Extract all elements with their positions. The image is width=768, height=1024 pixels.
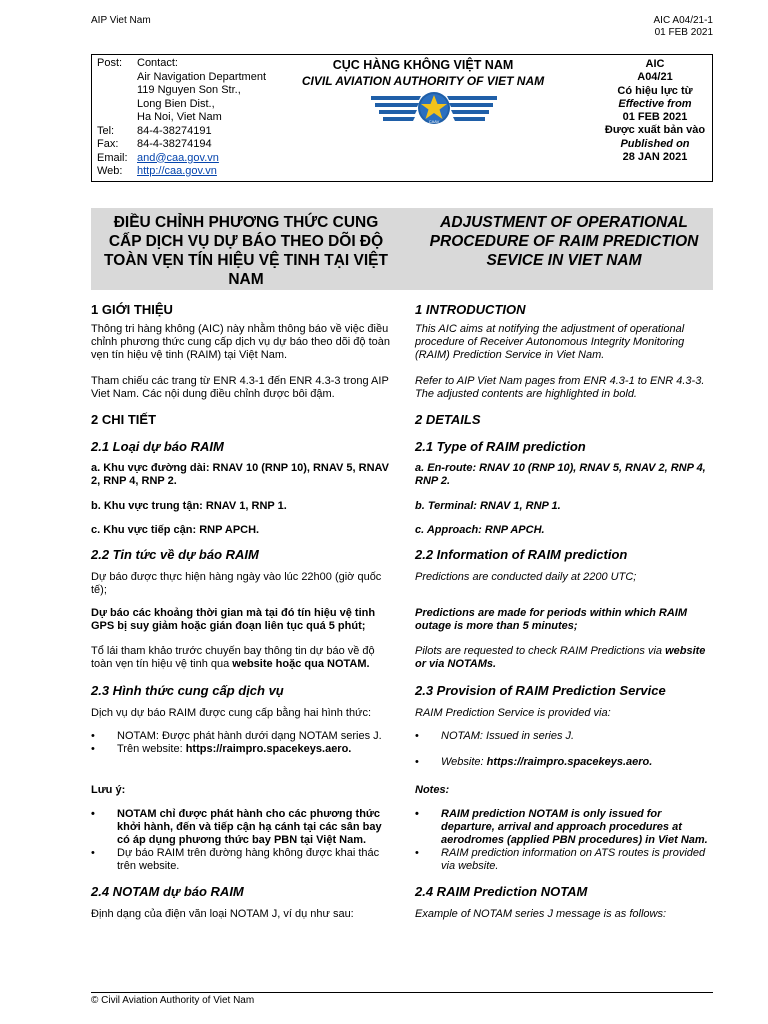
footer-copyright: © Civil Aviation Authority of Viet Nam (91, 995, 255, 1006)
vn-notes-list (91, 808, 391, 873)
en-section-2-heading: 2 DETAILS (415, 412, 481, 427)
vn-note-1: • NOTAM chỉ được phát hành cho các phương thức khởi hành, đến và tiếp cận hạ cánh tại các sân bay có áp dụng phương thức bay PBN tại Việt Nam. (91, 808, 391, 847)
en-item-c: c. Approach: RNP APCH. (415, 524, 545, 536)
en-section-1-heading: 1 INTRODUCTION (415, 302, 526, 317)
web-link[interactable]: http://caa.gov.vn (137, 165, 217, 177)
en-pilot-check (415, 645, 715, 671)
vn-item-c: c. Khu vực tiếp cận: RNP APCH. (91, 524, 260, 536)
logo-text: CAAV (428, 119, 440, 124)
effective-label-vn: Có hiệu lực từ (617, 84, 693, 97)
en-website-label: Website: (441, 756, 487, 768)
en-note-1: • RAIM prediction NOTAM is only issued for departure, arrival and approach procedures at aerodromes (applied PBN procedures) in Viet Nam. (415, 808, 715, 847)
vn-note-2: • Dự báo RAIM trên đường hàng không được khai thác trên website. (91, 847, 391, 873)
vn-section-2-3-heading: 2.3 Hình thức cung cấp dịch vụ (91, 683, 284, 698)
vn-provision-intro: Dịch vụ dự báo RAIM được cung cấp bằng hai hình thức: (91, 707, 372, 719)
en-provision-intro: RAIM Prediction Service is provided via: (415, 707, 611, 719)
post-line-3: 119 Nguyen Son Str., (137, 84, 241, 96)
effective-label-en: Effective from (618, 97, 692, 110)
vn-website-url: https://raimpro.spacekeys.aero. (185, 743, 352, 755)
tel-label: Tel: (97, 124, 115, 137)
email-label: Email: (97, 151, 128, 164)
email-link[interactable]: and@caa.gov.vn (137, 151, 219, 164)
tel-value: 84-4-38274191 (137, 124, 212, 137)
vn-item-a: a. Khu vực đường dài: RNAV 10 (RNP 10), RNAV 5, RNAV 2, RNP 4, RNP 2. (91, 462, 389, 487)
published-date: 28 JAN 2021 (622, 151, 688, 164)
en-pilot-check-bold: website or via NOTAMs. (415, 645, 706, 670)
vn-pilot-check (91, 645, 391, 671)
vn-section-2-4-heading: 2.4 NOTAM dự báo RAIM (91, 884, 244, 899)
vn-section-2-2-heading: 2.2 Tin tức về dự báo RAIM (91, 547, 259, 562)
vn-pilot-check-text: Tổ lái tham khảo trước chuyến bay thông tin dự báo về độ toàn vẹn tín hiệu vệ tinh qua (91, 645, 375, 670)
aic-label: AIC (645, 58, 665, 70)
aic-number: A04/21 (637, 71, 673, 84)
title-vn: ĐIỀU CHỈNH PHƯƠNG THỨC CUNG CẤP DỊCH VỤ DỰ BÁO THEO DÕI ĐỘ TOÀN VẸN TÍN HIỆU VỆ TINH TẠI VIỆT NAM (104, 214, 388, 288)
header-right (654, 15, 713, 39)
caav-logo (369, 90, 499, 128)
vn-provision-list (91, 730, 391, 756)
en-notes-list (415, 808, 715, 873)
en-section-2-2-heading: 2.2 Information of RAIM prediction (415, 547, 628, 562)
vn-provision-notam: • NOTAM: Được phát hành dưới dạng NOTAM series J. (91, 730, 391, 743)
en-section-2-4-heading: 2.4 RAIM Prediction NOTAM (415, 884, 588, 899)
post-line-4: Long Bien Dist., (137, 97, 215, 110)
footer-divider (91, 992, 713, 993)
en-provision-website (415, 756, 715, 769)
en-section-2-3-heading: 2.3 Provision of RAIM Prediction Service (415, 683, 666, 698)
published-label-vn: Được xuất bản vào (604, 124, 706, 137)
vn-notam-example-intro: Định dạng của điện văn loại NOTAM J, ví dụ như sau: (91, 908, 354, 920)
en-note-2: • RAIM prediction information on ATS routes is provided via website. (415, 847, 715, 873)
header-left: AIP Viet Nam (91, 15, 151, 26)
vn-prediction-periods: Dự báo các khoảng thời gian mà tại đó tín hiệu vệ tinh GPS bị suy giảm hoặc gián đoạn liên tục quá 5 phút; (91, 607, 376, 632)
en-provision-list (415, 730, 715, 769)
en-section-2-1-heading: 2.1 Type of RAIM prediction (415, 439, 586, 454)
en-pilot-check-text: Pilots are requested to check RAIM Predictions via (415, 645, 666, 657)
en-reference-paragraph: Refer to AIP Viet Nam pages from ENR 4.3-1 to ENR 4.3-3. The adjusted contents are highlighted in bold. (415, 375, 705, 400)
aic-block (600, 58, 710, 164)
post-line-2: Air Navigation Department (137, 70, 267, 83)
contact-block (97, 57, 266, 179)
en-intro-paragraph: This AIC aims at notifying the adjustment of operational procedure of Receiver Autonomous Integrity Monitoring (RAIM) Prediction Service in Viet Nam. (415, 323, 685, 361)
published-label-en: Published on (620, 137, 690, 150)
en-notam-example-intro: Example of NOTAM series J message is as follows: (415, 908, 667, 920)
en-provision-notam: • NOTAM: Issued in series J. (415, 730, 715, 743)
en-prediction-periods: Predictions are made for periods within which RAIM outage is more than 5 minutes; (415, 607, 687, 632)
vn-provision-website (91, 743, 391, 756)
fax-value: 84-4-38274194 (137, 138, 212, 150)
post-line-5: Ha Noi, Viet Nam (137, 111, 222, 123)
en-item-b: b. Terminal: RNAV 1, RNP 1. (415, 500, 561, 512)
fax-label: Fax: (97, 138, 119, 150)
vn-section-2-1-heading: 2.1 Loại dự báo RAIM (91, 439, 224, 454)
authority-name-vn: CỤC HÀNG KHÔNG VIỆT NAM (332, 58, 514, 72)
header-date: 01 FEB 2021 (654, 27, 713, 38)
vn-intro-paragraph: Thông tri hàng không (AIC) này nhằm thông báo về việc điều chỉnh phương thức cung cấp dịch vụ dự báo theo dõi độ toàn vẹn tín hiệu vệ tinh (RAIM) tại Việt Nam. (91, 323, 391, 361)
vn-section-1-heading: 1 GIỚI THIỆU (91, 302, 173, 317)
vn-notes-heading: Lưu ý: (91, 784, 126, 796)
vn-reference-paragraph: Tham chiếu các trang từ ENR 4.3-1 đến ENR 4.3-3 trong AIP Viet Nam. Các nội dung điều chỉnh được bôi đậm. (91, 375, 389, 400)
vn-prediction-time: Dự báo được thực hiện hàng ngày vào lúc 22h00 (giờ quốc tế); (91, 571, 382, 596)
vn-pilot-check-bold: website hoặc qua NOTAM. (232, 658, 370, 670)
en-item-a: a. En-route: RNAV 10 (RNP 10), RNAV 5, RNAV 2, RNP 4, RNP 2. (415, 462, 706, 487)
en-notes-heading: Notes: (415, 784, 450, 796)
web-label: Web: (97, 165, 123, 177)
effective-date: 01 FEB 2021 (622, 111, 688, 124)
vn-section-2-heading: 2 CHI TIẾT (91, 412, 157, 427)
header-aic-number: AIC A04/21-1 (653, 15, 713, 26)
title-en: ADJUSTMENT OF OPERATIONAL PROCEDURE OF RAIM PREDICTION SEVICE IN VIET NAM (429, 214, 699, 269)
post-line-1: Contact: (137, 57, 178, 69)
authority-name-en: CIVIL AVIATION AUTHORITY OF VIET NAM (301, 74, 545, 88)
vn-website-label: Trên website: (117, 743, 186, 755)
post-label: Post: (97, 57, 123, 69)
en-website-url: https://raimpro.spacekeys.aero. (486, 756, 653, 768)
en-prediction-time: Predictions are conducted daily at 2200 UTC; (415, 571, 637, 583)
vn-item-b: b. Khu vực trung tận: RNAV 1, RNP 1. (91, 500, 287, 512)
